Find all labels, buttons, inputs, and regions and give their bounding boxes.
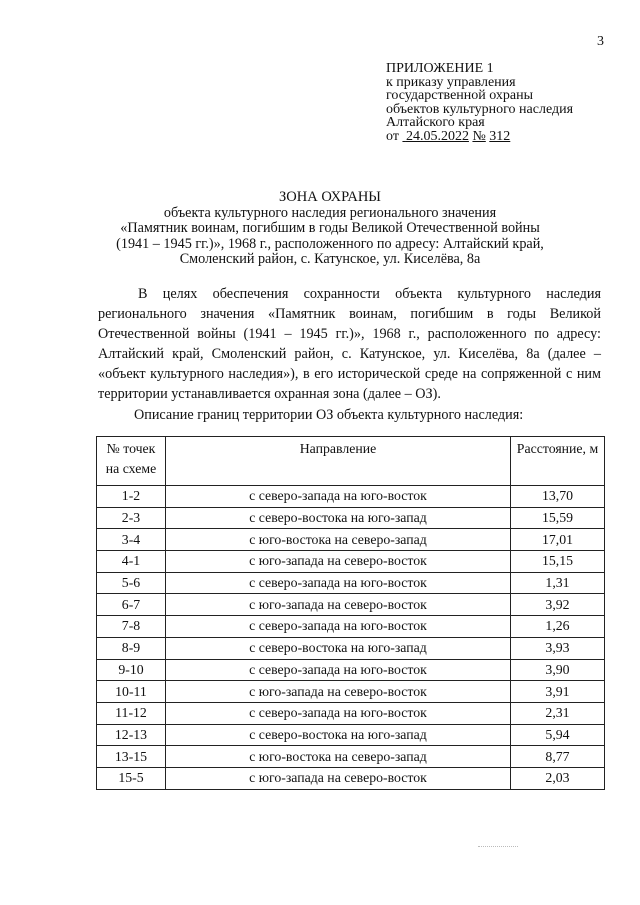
date-prefix: от xyxy=(386,128,399,144)
table-row xyxy=(97,551,605,573)
table-row xyxy=(97,529,605,551)
cell-points: 1-2 xyxy=(97,486,166,508)
column-header-points: № точек на схеме xyxy=(97,437,166,486)
appendix-line: Алтайского края xyxy=(386,115,485,130)
cell-distance: 3,91 xyxy=(511,681,605,703)
cell-direction: с северо-запада на юго-восток xyxy=(166,616,511,638)
cell-distance: 15,59 xyxy=(511,507,605,529)
heading-line: объекта культурного наследия регионального значения xyxy=(163,204,497,221)
scan-mark xyxy=(478,846,518,848)
table-row xyxy=(97,702,605,724)
cell-distance: 5,94 xyxy=(511,724,605,746)
cell-points: 6-7 xyxy=(97,594,166,616)
page-number: 3 xyxy=(597,34,604,49)
table-row xyxy=(97,637,605,659)
cell-direction: с северо-востока на юго-запад xyxy=(166,637,511,659)
cell-direction: с юго-востока на северо-запад xyxy=(166,746,511,768)
table-row xyxy=(97,724,605,746)
heading-block xyxy=(100,190,560,268)
document-title: ЗОНА ОХРАНЫ xyxy=(279,189,381,205)
cell-points: 9-10 xyxy=(97,659,166,681)
cell-points: 13-15 xyxy=(97,746,166,768)
cell-direction: с северо-запада на юго-восток xyxy=(166,702,511,724)
appendix-date-line xyxy=(386,130,616,144)
cell-points: 3-4 xyxy=(97,529,166,551)
cell-distance: 2,31 xyxy=(511,702,605,724)
cell-direction: с северо-востока на юго-запад xyxy=(166,507,511,529)
order-date: 24.05.2022 xyxy=(405,128,469,144)
cell-distance: 1,26 xyxy=(511,616,605,638)
column-header-direction: Направление xyxy=(166,437,511,486)
appendix-line: государственной охраны xyxy=(386,88,534,103)
cell-distance: 15,15 xyxy=(511,551,605,573)
table-row xyxy=(97,486,605,508)
cell-points: 7-8 xyxy=(97,616,166,638)
cell-points: 5-6 xyxy=(97,572,166,594)
cell-points: 2-3 xyxy=(97,507,166,529)
table-caption: Описание границ территории ОЗ объекта культурного наследия: xyxy=(134,407,524,423)
heading-line: «Памятник воинам, погибшим в годы Великой Отечественной войны xyxy=(120,220,540,236)
table-row xyxy=(97,507,605,529)
cell-distance: 13,70 xyxy=(511,486,605,508)
table-row xyxy=(97,681,605,703)
table-row xyxy=(97,659,605,681)
table-row xyxy=(97,616,605,638)
cell-distance: 3,92 xyxy=(511,594,605,616)
column-header-distance: Расстояние, м xyxy=(511,437,605,486)
cell-direction: с юго-востока на северо-запад xyxy=(166,529,511,551)
cell-distance: 3,90 xyxy=(511,659,605,681)
heading-line: Смоленский район, с. Катунское, ул. Киселёва, 8а xyxy=(179,251,481,267)
order-number: 312 xyxy=(489,128,511,144)
table-header-row xyxy=(97,437,605,486)
cell-direction: с юго-запада на северо-восток xyxy=(166,551,511,573)
cell-direction: с юго-запада на северо-восток xyxy=(166,594,511,616)
boundary-table xyxy=(96,436,605,790)
cell-distance: 8,77 xyxy=(511,746,605,768)
appendix-title: ПРИЛОЖЕНИЕ 1 xyxy=(386,61,494,76)
table-row xyxy=(97,767,605,789)
heading-line: (1941 – 1945 гг.)», 1968 г., расположенного по адресу: Алтайский край, xyxy=(116,235,544,252)
appendix-line: объектов культурного наследия xyxy=(386,101,574,117)
cell-points: 11-12 xyxy=(97,702,166,724)
cell-distance: 1,31 xyxy=(511,572,605,594)
cell-points: 8-9 xyxy=(97,637,166,659)
cell-direction: с юго-запада на северо-восток xyxy=(166,681,511,703)
cell-direction: с северо-запада на юго-восток xyxy=(166,659,511,681)
table-row xyxy=(97,746,605,768)
cell-points: 12-13 xyxy=(97,724,166,746)
cell-distance: 2,03 xyxy=(511,767,605,789)
cell-direction: с северо-востока на юго-запад xyxy=(166,724,511,746)
cell-points: 15-5 xyxy=(97,767,166,789)
cell-points: 4-1 xyxy=(97,551,166,573)
cell-direction: с северо-запада на юго-восток xyxy=(166,486,511,508)
cell-points: 10-11 xyxy=(97,681,166,703)
order-number-sign: № xyxy=(472,128,486,144)
cell-distance: 17,01 xyxy=(511,529,605,551)
cell-direction: с юго-запада на северо-восток xyxy=(166,767,511,789)
table-row xyxy=(97,572,605,594)
cell-direction: с северо-запада на юго-восток xyxy=(166,572,511,594)
body-paragraph: В целях обеспечения сохранности объекта культурного наследия регионального значения «Памятник воинам, погибшим в годы Великой Отечественной войны (1941 – 1945 гг.)», 1968 г., расположенного по адресу: Алтайский край, Смоленский район, с. Катунское, ул. Киселёва, 8а (далее – «объект культурного наследия»), в его исторической среде на сопряженной с ним территории устанавливается охранная зона (далее – ОЗ). xyxy=(98,286,601,402)
appendix-line: к приказу управления xyxy=(386,74,516,90)
cell-distance: 3,93 xyxy=(511,637,605,659)
table-row xyxy=(97,594,605,616)
appendix-block xyxy=(386,62,616,143)
